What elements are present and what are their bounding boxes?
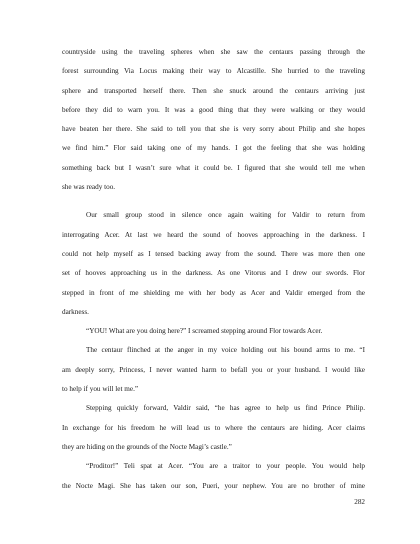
page-body — [62, 43, 365, 496]
page-number: 282 — [354, 498, 365, 506]
text-line: darkness. — [62, 307, 89, 316]
text-line: the Nocte Magi. She has taken our son, Pueri, your nephew. You are no brother of mine — [62, 481, 365, 490]
paragraph-2 — [62, 206, 365, 322]
text-line: to help if you will let me.” — [62, 385, 139, 394]
paragraph-3 — [62, 322, 365, 341]
text-line: she was ready too. — [62, 183, 116, 192]
text-line: could not help myself as I tensed backing away from the sound. There was more then one — [62, 249, 365, 258]
paragraph-6 — [62, 457, 365, 496]
paragraph-5 — [62, 399, 365, 457]
text-line: Our small group stood in silence once again waiting for Valdir to return from — [86, 211, 365, 220]
text-line: am deeply sorry, Princess, I never wanted harm to befall you or your husband. I would like — [62, 365, 365, 374]
text-line: set of hooves approaching us in the darkness. As one Vitorus and I drew our swords. Flor — [62, 269, 365, 278]
text-line: “YOU! What are you doing here?” I screamed stepping around Flor towards Acer. — [86, 327, 323, 336]
text-line: Stepping quickly forward, Valdir said, “he has agree to help us find Prince Philip. — [86, 404, 365, 413]
text-line: have beaten her there. She said to tell you that she is very sorry about Philip and she hopes — [62, 125, 365, 134]
text-line: they are hiding on the grounds of the Nocte Magi’s castle.” — [62, 442, 232, 451]
paragraph-1 — [62, 43, 365, 197]
text-line: something back but I wasn’t sure what it could be. I figured that she would tell me when — [62, 163, 365, 172]
text-line: we find him.” Flor said taking one of my hands. I got the feeling that she was holding — [62, 144, 365, 153]
text-line: “Proditor!” Teli spat at Acer. “You are a traitor to your people. You would help — [86, 462, 365, 471]
text-line: interrogating Acer. At last we heard the sound of hooves approaching in the darkness. I — [62, 230, 365, 239]
text-line: sphere and transported herself there. Then she snuck around the centaurs arriving just — [62, 86, 365, 95]
text-line: The centaur flinched at the anger in my voice holding out his bound arms to me. “I — [86, 346, 365, 355]
text-line: In exchange for his freedom he will lead us to where the centaurs are hiding. Acer claims — [62, 423, 365, 432]
paragraph-4 — [62, 341, 365, 399]
text-line: countryside using the traveling spheres when she saw the centaurs passing through the — [62, 48, 365, 56]
text-line: stepped in front of me shielding me with her body as Acer and Valdir emerged from the — [62, 288, 365, 297]
text-line: forest surrounding Via Locus making their way to Alcastille. She hurried to the traveling — [62, 67, 365, 76]
text-line: before they did to warn you. It was a good thing that they were walking or they would — [62, 105, 365, 114]
